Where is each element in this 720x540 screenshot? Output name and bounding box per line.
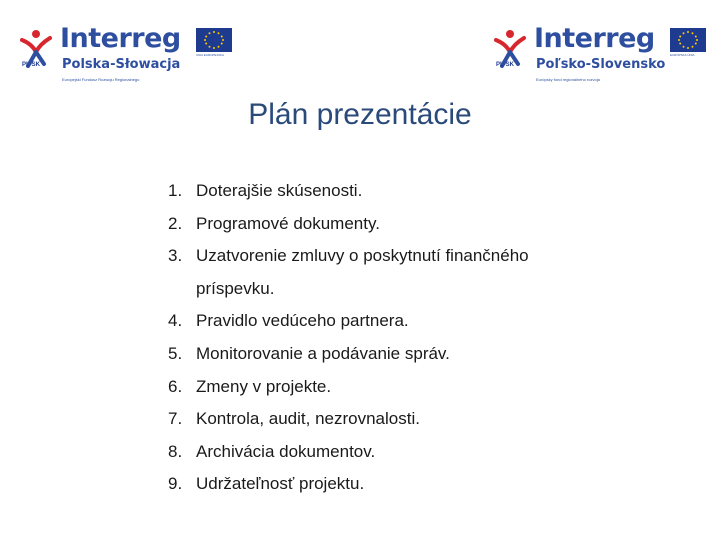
- agenda-text: Zmeny v projekte.: [196, 376, 332, 396]
- slide-title-text: Plán prezentácie: [248, 98, 472, 131]
- agenda-number: 7.: [168, 409, 183, 429]
- agenda-text: Programové dokumenty.: [196, 213, 380, 233]
- agenda-text: Uzatvorenie zmluvy o poskytnutí finančného príspevku.: [196, 246, 529, 298]
- agenda-item: [168, 240, 598, 305]
- brand-subtitle: Polska-Słowacja: [62, 57, 181, 72]
- agenda-item: [168, 403, 598, 436]
- brand-tagline: Európsky fond regionálneho rozvoja: [536, 77, 600, 82]
- interreg-logo-sk: [492, 22, 712, 84]
- agenda-text: Doterajšie skúsenosti.: [196, 181, 363, 200]
- agenda-item: [168, 175, 598, 208]
- agenda-text: Archivácia dokumentov.: [196, 441, 376, 461]
- agenda-number: 2.: [168, 213, 183, 233]
- agenda-item: [168, 468, 598, 501]
- agenda-number: 9.: [168, 474, 183, 494]
- brand-tagline: Europejski Fundusz Rozwoju Regionalnego: [62, 77, 140, 82]
- agenda-item: [168, 436, 598, 469]
- agenda-number: 3.: [168, 246, 183, 266]
- brand-subtitle: Poľsko-Slovensko: [536, 57, 666, 72]
- agenda-number: 8.: [168, 441, 183, 461]
- eu-caption: EURÓPSKA ÚNIA: [670, 53, 695, 57]
- agenda-item: [168, 371, 598, 404]
- emblem-caption: PL-SK: [22, 62, 40, 68]
- agenda-text: Pravidlo vedúceho partnera.: [196, 311, 409, 331]
- eu-caption: UNIA EUROPEJSKA: [196, 53, 225, 57]
- agenda-number: 5.: [168, 343, 183, 363]
- agenda-item: [168, 208, 598, 241]
- agenda-text: Udržateľnosť projektu.: [196, 474, 365, 494]
- agenda-item: [168, 305, 598, 338]
- slide-title: [0, 98, 720, 132]
- brand-name: Interreg: [534, 23, 655, 54]
- eu-flag-icon: [196, 28, 232, 52]
- agenda-number: 1.: [168, 181, 183, 200]
- agenda-text: Kontrola, audit, nezrovnalosti.: [196, 409, 420, 429]
- eu-flag-icon: [670, 28, 706, 52]
- brand-name: Interreg: [60, 23, 181, 54]
- agenda-number: 6.: [168, 376, 183, 396]
- interreg-logo-pl: [18, 22, 238, 84]
- agenda-list: [168, 175, 598, 501]
- emblem-caption: PL-SK: [496, 62, 514, 68]
- agenda-text: Monitorovanie a podávanie správ.: [196, 343, 450, 363]
- agenda-number: 4.: [168, 311, 183, 331]
- agenda-item: [168, 338, 598, 371]
